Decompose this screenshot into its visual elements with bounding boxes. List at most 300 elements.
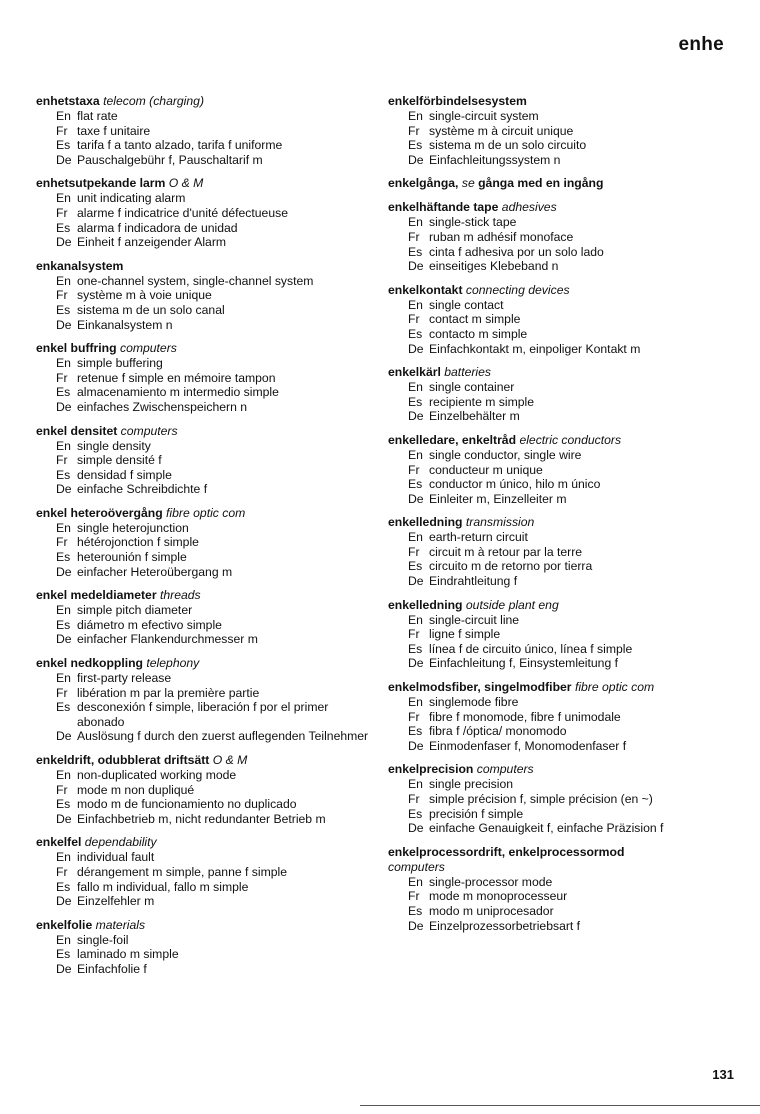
language-code: Fr	[56, 288, 68, 303]
headword: enkelkontakt	[388, 282, 463, 297]
language-code: Es	[408, 724, 423, 739]
translation-text: einfache Genauigkeit f, einfache Präzision f	[429, 821, 664, 836]
language-code: En	[56, 768, 71, 782]
translation-line	[46, 303, 376, 318]
language-code: En	[408, 777, 423, 792]
translation-text: single-circuit system	[429, 109, 539, 123]
subject-field: computers	[119, 341, 177, 356]
translation-text: diámetro m efectivo simple	[77, 617, 222, 632]
translation-text: single-circuit line	[429, 612, 520, 627]
dictionary-entry	[36, 753, 376, 826]
translation-text: single-foil	[77, 932, 129, 947]
translation-line	[398, 574, 728, 589]
translation-line	[46, 468, 376, 483]
language-code: En	[56, 109, 71, 123]
headword: enhetstaxa	[36, 94, 100, 108]
translation-text: einfaches Zwischenspeichern n	[77, 399, 248, 414]
language-code: Fr	[56, 782, 68, 797]
translation-line	[46, 439, 376, 454]
translation-line	[398, 153, 728, 168]
translation-text: Pauschalgebühr f, Pauschaltarif m	[77, 152, 263, 167]
translation-text: sistema m de un solo canal	[77, 302, 225, 317]
translation-text: conductor m único, hilo m único	[429, 477, 601, 492]
entry-head	[388, 515, 728, 530]
language-code: En	[408, 874, 423, 889]
translation-line	[46, 385, 376, 400]
entry-head	[36, 753, 376, 768]
translation-line	[46, 865, 376, 880]
language-code: De	[408, 341, 424, 356]
subject-field: transmission	[465, 515, 535, 530]
translation-text: almacenamiento m intermedio simple	[77, 385, 279, 400]
translation-line	[398, 904, 728, 919]
language-code: De	[56, 152, 72, 167]
translation-line	[46, 783, 376, 798]
translation-text: single precision	[429, 777, 514, 792]
translation-line	[46, 356, 376, 371]
subject-field: batteries	[444, 365, 491, 380]
translation-text: dérangement m simple, panne f simple	[77, 864, 288, 879]
entry-head	[36, 259, 376, 274]
translation-line	[46, 894, 376, 909]
language-code: Fr	[56, 864, 68, 879]
entry-head	[388, 598, 728, 613]
translation-line	[398, 821, 728, 836]
translation-text: simple densité f	[77, 453, 162, 468]
language-code: Es	[56, 385, 71, 400]
translation-text: einseitiges Klebeband n	[429, 259, 559, 274]
language-code: Es	[56, 947, 71, 962]
headword: enkel medeldiameter	[36, 588, 157, 603]
translation-text: einfache Schreibdichte f	[77, 482, 208, 497]
language-code: De	[56, 564, 72, 579]
headword: enkelledning	[388, 515, 463, 530]
language-code: Es	[408, 641, 423, 656]
entry-head	[388, 845, 728, 875]
language-code: Es	[56, 467, 71, 482]
translation-line	[46, 235, 376, 250]
language-code: En	[56, 520, 71, 535]
language-code: Es	[408, 394, 423, 409]
language-code: En	[408, 215, 423, 230]
dictionary-entry	[388, 283, 728, 356]
translation-line	[398, 327, 728, 342]
headword: enkelförbindelsesystem	[388, 94, 527, 108]
language-code: Es	[408, 477, 423, 492]
language-code: De	[408, 259, 424, 274]
translation-text: Einfachleitungssystem n	[429, 152, 561, 167]
headword: enkeldrift, odubblerat driftsätt	[36, 753, 210, 767]
dictionary-entry	[36, 506, 376, 579]
language-code: En	[56, 671, 71, 686]
language-code: Es	[408, 326, 423, 341]
subject-field: computers	[476, 762, 534, 777]
translation-text: single density	[77, 438, 151, 453]
subject-field: electric conductors	[519, 432, 622, 447]
language-code: De	[408, 656, 424, 671]
entry-head	[388, 365, 728, 380]
translation-text: système m à voie unique	[77, 288, 212, 303]
translation-line	[398, 492, 728, 507]
translation-line	[398, 259, 728, 274]
translation-text: desconexión f simple, liberación f por el primer abonado	[77, 700, 329, 729]
translation-text: Einzelfehler m	[77, 894, 155, 909]
language-code: De	[408, 738, 424, 753]
translation-text: laminado m simple	[77, 947, 179, 962]
subject-field: outside plant eng	[465, 597, 559, 612]
translation-text: singlemode fibre	[429, 695, 519, 710]
translation-text: conducteur m unique	[429, 462, 543, 477]
dictionary-entry	[36, 424, 376, 497]
language-code: En	[56, 603, 71, 618]
headword: enkel heteroövergång	[36, 505, 163, 520]
headword: enkelgånga,	[388, 176, 459, 191]
translation-line	[46, 221, 376, 236]
translation-line	[46, 850, 376, 865]
translation-text: circuito m de retorno por tierra	[429, 559, 593, 574]
translation-line	[398, 739, 728, 754]
headword: enkelfolie	[36, 917, 93, 932]
language-code: De	[408, 491, 424, 506]
translation-line	[46, 535, 376, 550]
translation-text: first-party release	[77, 671, 172, 686]
translation-line	[46, 109, 376, 124]
translation-line	[398, 530, 728, 545]
entry-head	[36, 94, 376, 109]
translation-text: cinta f adhesiva por un solo lado	[429, 244, 604, 259]
language-code: Fr	[408, 229, 420, 244]
translation-text: contacto m simple	[429, 326, 528, 341]
language-code: Fr	[408, 312, 420, 327]
dictionary-entry	[36, 588, 376, 647]
language-code: Es	[56, 879, 71, 894]
language-code: En	[56, 850, 71, 865]
translation-line	[398, 889, 728, 904]
translation-line	[398, 807, 728, 822]
headword: enkelprecision	[388, 762, 474, 777]
language-code: Fr	[56, 685, 68, 700]
entry-head	[36, 588, 376, 603]
language-code: De	[56, 961, 72, 976]
translation-line	[398, 695, 728, 710]
language-code: Es	[56, 302, 71, 317]
headword: enkelprocessordrift, enkelprocessormod	[388, 844, 625, 859]
subject-field: adhesives	[501, 200, 557, 215]
translation-text: Einzelbehälter m	[429, 409, 520, 424]
dictionary-entry	[388, 762, 728, 835]
translation-text: Eindrahtleitung f	[429, 574, 518, 589]
translation-line	[398, 342, 728, 357]
translation-line	[398, 919, 728, 934]
language-code: En	[408, 530, 423, 545]
subject-field: O & M	[212, 753, 248, 767]
translation-text: hétérojonction f simple	[77, 535, 199, 550]
language-code: De	[56, 811, 72, 826]
headword: enhetsutpekande larm	[36, 176, 166, 191]
translation-line	[398, 656, 728, 671]
headword: enkelmodsfiber, singelmodfiber	[388, 680, 572, 695]
translation-text: modo m uniprocesador	[429, 903, 554, 918]
translation-line	[398, 545, 728, 560]
translation-text: non-duplicated working mode	[77, 768, 237, 782]
subject-field: threads	[159, 588, 201, 603]
subject-field: fibre optic com	[166, 505, 246, 520]
language-code: De	[56, 729, 72, 744]
dictionary-entry	[36, 341, 376, 414]
language-code: Es	[56, 220, 71, 235]
translation-text: alarma f indicadora de unidad	[77, 220, 238, 235]
entry-head	[36, 506, 376, 521]
language-code: Es	[56, 700, 71, 715]
headword: enkelledning	[388, 597, 463, 612]
page-number: 131	[712, 1067, 734, 1082]
translation-text: individual fault	[77, 850, 155, 865]
translation-text: Einfachkontakt m, einpoliger Kontakt m	[429, 341, 641, 356]
language-code: Es	[408, 138, 423, 153]
language-code: De	[408, 821, 424, 836]
translation-line	[398, 230, 728, 245]
bottom-rule	[360, 1105, 760, 1106]
translation-line	[398, 559, 728, 574]
dictionary-entry	[388, 598, 728, 671]
language-code: Fr	[408, 627, 420, 642]
language-code: Es	[408, 559, 423, 574]
translation-line	[46, 318, 376, 333]
translation-line	[398, 409, 728, 424]
translation-text: Auslösung f durch den zuerst auflegenden Teilnehmer	[77, 729, 369, 744]
entry-head	[388, 94, 728, 109]
cross-reference-target: gånga med en ingång	[478, 176, 604, 191]
translation-line	[398, 724, 728, 739]
translation-line	[398, 613, 728, 628]
dictionary-entry	[388, 845, 728, 933]
translation-line	[398, 642, 728, 657]
translation-line	[398, 395, 728, 410]
translation-text: modo m de funcionamiento no duplicado	[77, 797, 297, 812]
headword: enkelledare, enkeltråd	[388, 432, 517, 447]
translation-line	[398, 245, 728, 260]
translation-text: recipiente m simple	[429, 394, 534, 409]
translation-text: earth-return circuit	[429, 530, 528, 545]
dictionary-entry	[36, 94, 376, 167]
translation-line	[46, 521, 376, 536]
translation-line	[398, 477, 728, 492]
entry-head	[388, 176, 728, 191]
translation-text: tarifa f a tanto alzado, tarifa f uniforme	[77, 138, 283, 153]
translation-text: alarme f indicatrice d'unité défectueuse	[77, 205, 288, 220]
translation-line	[398, 448, 728, 463]
language-code: En	[408, 612, 423, 627]
translation-line	[46, 453, 376, 468]
translation-text: fibra f /óptica/ monomodo	[429, 724, 567, 739]
entry-head	[36, 176, 376, 191]
language-code: De	[408, 152, 424, 167]
entry-head	[388, 283, 728, 298]
translation-line	[398, 298, 728, 313]
translation-line	[46, 153, 376, 168]
language-code: Fr	[408, 792, 420, 806]
language-code: En	[408, 695, 423, 710]
dictionary-entry	[36, 259, 376, 332]
translation-text: fallo m individual, fallo m simple	[77, 879, 249, 894]
translation-text: precisión f simple	[429, 806, 524, 821]
language-code: En	[56, 932, 71, 947]
translation-text: Einmodenfaser f, Monomodenfaser f	[429, 738, 627, 753]
translation-text: simple buffering	[77, 356, 163, 371]
translation-line	[398, 124, 728, 139]
translation-line	[398, 875, 728, 890]
translation-line	[46, 288, 376, 303]
translation-text: unit indicating alarm	[77, 191, 186, 206]
language-code: En	[408, 380, 423, 395]
headword: enkelfel	[36, 835, 82, 850]
language-code: De	[56, 482, 72, 497]
language-code: En	[408, 109, 423, 123]
left-column	[36, 94, 376, 986]
translation-line	[46, 797, 376, 812]
translation-text: Einkanalsystem n	[77, 317, 173, 332]
translation-line	[398, 792, 728, 807]
subject-field: telephony	[146, 656, 200, 671]
translation-line	[398, 215, 728, 230]
translation-line	[398, 710, 728, 725]
dictionary-entry	[388, 94, 728, 167]
entry-head	[388, 762, 728, 777]
headword: enkelhäftande tape	[388, 200, 499, 215]
dictionary-entry	[36, 656, 376, 744]
translation-text: einfacher Flankendurchmesser m	[77, 632, 258, 647]
translation-text: single contact	[429, 297, 504, 312]
translation-text: single heterojunction	[77, 520, 189, 535]
language-code: Es	[56, 617, 71, 632]
translation-text: ruban m adhésif monoface	[429, 229, 574, 244]
translation-text: mode m monoprocesseur	[429, 889, 568, 904]
translation-line	[46, 124, 376, 139]
language-code: De	[56, 894, 72, 909]
translation-line	[46, 812, 376, 827]
subject-field: connecting devices	[465, 282, 570, 297]
right-column	[388, 94, 728, 942]
language-code: En	[56, 356, 71, 371]
language-code: Fr	[408, 709, 420, 724]
translation-line	[46, 400, 376, 415]
dictionary-entry	[36, 835, 376, 908]
language-code: En	[408, 297, 423, 312]
translation-line	[46, 191, 376, 206]
translation-text: one-channel system, single-channel system	[77, 273, 314, 288]
entry-head	[36, 341, 376, 356]
translation-text: fibre f monomode, fibre f unimodale	[429, 709, 621, 724]
translation-text: Einleiter m, Einzelleiter m	[429, 491, 567, 506]
translation-line	[398, 463, 728, 478]
entry-head	[36, 424, 376, 439]
headword: enkanalsystem	[36, 258, 124, 273]
translation-line	[398, 627, 728, 642]
language-code: De	[408, 409, 424, 424]
translation-line	[46, 618, 376, 633]
entry-head	[388, 200, 728, 215]
language-code: De	[408, 918, 424, 933]
entry-head	[36, 918, 376, 933]
headword: enkel densitet	[36, 423, 118, 438]
translation-line	[398, 312, 728, 327]
translation-text: retenue f simple en mémoire tampon	[77, 370, 276, 385]
translation-text: Einfachbetrieb m, nicht redundanter Betrieb m	[77, 811, 326, 826]
translation-line	[46, 768, 376, 783]
translation-text: mode m non dupliqué	[77, 782, 195, 797]
language-code: Fr	[56, 453, 68, 468]
translation-text: sistema m de un solo circuito	[429, 138, 587, 153]
translation-text: contact m simple	[429, 312, 521, 327]
language-code: Fr	[56, 370, 68, 385]
dictionary-entry	[388, 176, 728, 191]
translation-text: single-processor mode	[429, 874, 553, 889]
translation-line	[46, 962, 376, 977]
translation-line	[46, 686, 376, 701]
headword: enkel nedkoppling	[36, 656, 143, 671]
subject-field: computers	[120, 423, 178, 438]
language-code: Fr	[408, 544, 420, 559]
language-code: En	[56, 438, 71, 453]
language-code: Es	[56, 797, 71, 812]
translation-line	[46, 700, 376, 729]
translation-line	[46, 603, 376, 618]
dictionary-entry	[36, 918, 376, 977]
language-code: Es	[56, 138, 71, 153]
translation-text: système m à circuit unique	[429, 123, 574, 138]
language-code: Fr	[408, 462, 420, 477]
dictionary-entry	[388, 433, 728, 506]
translation-line	[46, 565, 376, 580]
language-code: En	[408, 447, 423, 462]
translation-line	[46, 880, 376, 895]
subject-field: dependability	[84, 835, 157, 850]
translation-text: heterounión f simple	[77, 550, 187, 565]
translation-text: línea f de circuito único, línea f simple	[429, 641, 633, 656]
language-code: De	[56, 235, 72, 250]
dictionary-entry	[388, 680, 728, 753]
language-code: Fr	[56, 123, 68, 138]
translation-line	[46, 482, 376, 497]
translation-line	[46, 947, 376, 962]
entry-head	[36, 656, 376, 671]
subject-field: computers	[388, 859, 445, 874]
language-code: De	[56, 399, 72, 414]
translation-text: simple précision f, simple précision (en ~)	[429, 792, 653, 806]
translation-text: flat rate	[77, 109, 118, 123]
translation-text: simple pitch diameter	[77, 603, 193, 618]
subject-field: telecom (charging)	[103, 94, 205, 108]
translation-line	[46, 933, 376, 948]
translation-text: single container	[429, 380, 515, 395]
language-code: Es	[408, 806, 423, 821]
language-code: Es	[56, 550, 71, 565]
language-code: De	[56, 632, 72, 647]
headword: enkelkärl	[388, 365, 441, 380]
translation-text: taxe f unitaire	[77, 123, 151, 138]
language-code: Fr	[56, 535, 68, 550]
translation-text: single conductor, single wire	[429, 447, 582, 462]
translation-line	[398, 138, 728, 153]
translation-line	[46, 138, 376, 153]
headword: enkel buffring	[36, 341, 117, 356]
translation-text: Einfachfolie f	[77, 961, 147, 976]
translation-line	[46, 550, 376, 565]
language-code: En	[56, 273, 71, 288]
entry-head	[388, 680, 728, 695]
translation-text: single-stick tape	[429, 215, 517, 230]
translation-text: Einfachleitung f, Einsystemleitung f	[429, 656, 619, 671]
